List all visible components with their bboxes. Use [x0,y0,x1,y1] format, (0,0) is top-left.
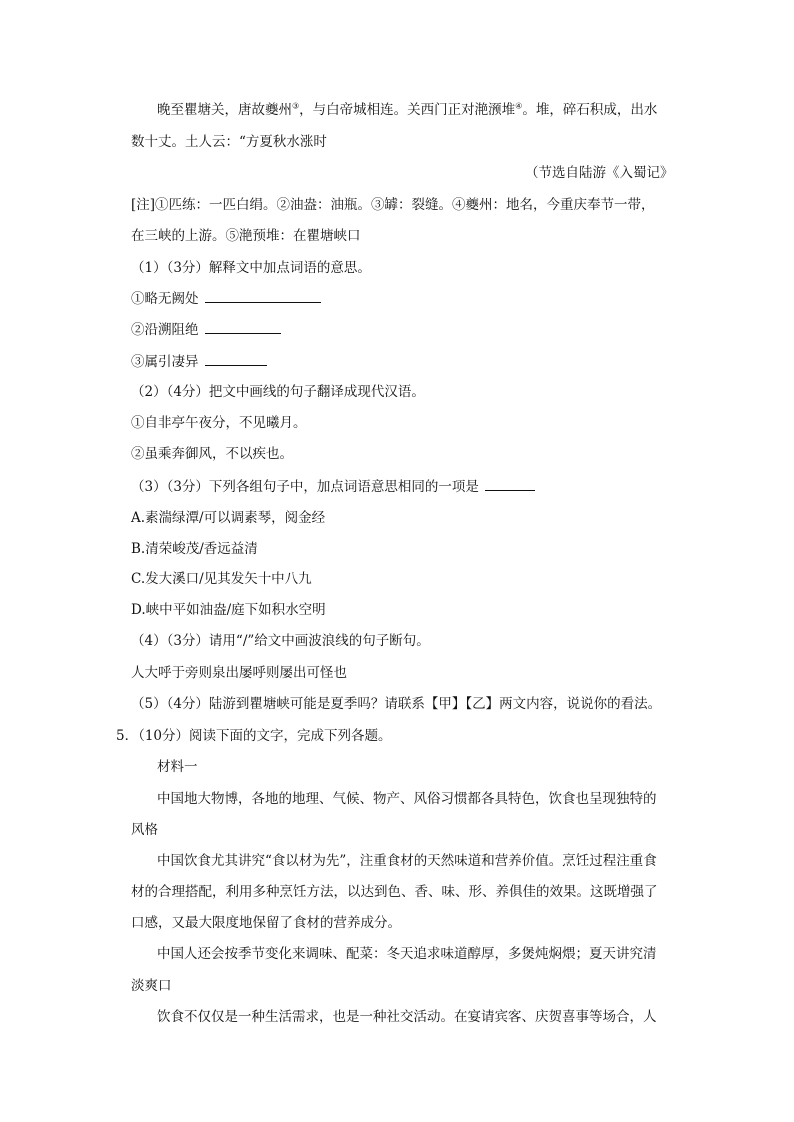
question-1-prompt: （1）（3分）解释文中加点词语的意思。 [131,260,371,276]
answer-blank[interactable] [205,352,267,366]
item-text: ①略无阙处 [131,291,199,307]
passage-text: 。堆，碎石积成，出水 [522,102,658,118]
material-title: 材料一 [157,759,198,775]
material-paragraph-2-line-1: 中国饮食尤其讲究“食以材为先”，注重食材的天然味道和营养价值。烹饪过程注重食 [157,853,657,869]
annotation-line-2: 在三峡的上游。⑤滟预堆：在瞿塘峡口 [131,228,361,244]
material-paragraph-3-line-2: 淡爽口 [131,978,172,994]
item-text: ②沿溯阻绝 [131,322,199,338]
passage-text: ，与白帝城相连。关西门正对滟滪堆 [299,102,516,118]
question-3-prompt [131,477,535,497]
material-paragraph-1-line-2: 风格 [131,822,158,838]
question-4-prompt: （4）（3分）请用“/”给文中画波浪线的句子断句。 [131,633,430,649]
material-paragraph-1-line-1: 中国地大物博，各地的地理、气候、物产、风俗习惯都各具特色，饮食也呈现独特的 [157,791,657,807]
question-1-item-3 [131,352,267,372]
footnote-marker: ③ [292,101,300,111]
question-1-item-2 [131,320,281,340]
question-2-prompt: （2）（4分）把文中画线的句子翻译成现代汉语。 [131,384,425,400]
question-3-option-c[interactable]: C.发大溪口/见其发矢十中八九 [131,571,312,587]
material-paragraph-4-line-1: 饮食不仅仅是一种生活需求，也是一种社交活动。在宴请宾客、庆贺喜事等场合，人 [157,1009,657,1025]
item-text: （3）（3分）下列各组句子中，加点词语意思相同的一项是 [131,479,479,495]
passage-line-1 [157,100,657,120]
question-5-subprompt: （5）（4分）陆游到瞿塘峡可能是夏季吗？请联系【甲】【乙】两文内容，说说你的看法。 [131,696,662,712]
passage-source: （节选自陆游《入蜀记》 [525,165,674,181]
material-paragraph-2-line-2: 材的合理搭配，利用多种烹饪方法，以达到色、香、味、形、养俱佳的效果。这既增强了 [131,884,658,900]
passage-text: 晚至瞿塘关，唐故夔州 [157,102,292,118]
answer-blank[interactable] [485,477,535,491]
question-2-item-2: ②虽乘奔御风，不以疾也。 [131,446,293,462]
annotation-line-1: [注]①匹练：一匹白绢。②油盎：油瓶。③罅：裂缝。④夔州：地名，今重庆奉节一带， [131,197,655,213]
question-5-header: 5．（10分）阅读下面的文字，完成下列各题。 [116,728,392,744]
answer-blank[interactable] [205,289,321,303]
question-4-sentence: 人大呼于旁则泉出屡呼则屡出可怪也 [131,665,347,681]
question-2-item-1: ①自非亭午夜分，不见曦月。 [131,415,307,431]
material-paragraph-2-line-3: 口感，又最大限度地保留了食材的营养成分。 [131,915,401,931]
question-3-option-a[interactable]: A.素湍绿潭/可以调素琴，阅金经 [131,510,326,526]
material-paragraph-3-line-1: 中国人还会按季节变化来调味、配菜：冬天追求味道醇厚，多煲炖焖煨；夏天讲究清 [157,946,657,962]
passage-line-2: 数十丈。土人云：“方夏秋水涨时 [131,134,327,150]
question-1-item-1 [131,289,321,309]
item-text: ③属引凄异 [131,354,199,370]
question-3-option-b[interactable]: B.清荣峻茂/香远益清 [131,541,258,557]
question-3-option-d[interactable]: D.峡中平如油盎/庭下如积水空明 [131,602,326,618]
answer-blank[interactable] [205,320,281,334]
footnote-marker: ④ [515,101,523,111]
